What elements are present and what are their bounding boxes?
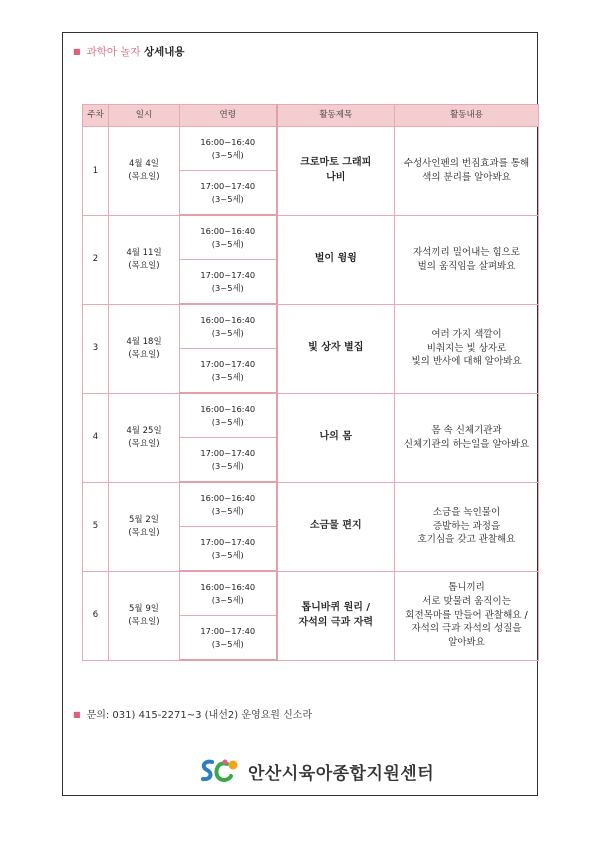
date-text: 4월 4일 <box>129 159 159 170</box>
session-age: (3~5세) <box>211 638 244 649</box>
activity-title-cell <box>277 393 395 482</box>
day-text: (목요일) <box>128 527 160 538</box>
activity-content-line: 색의 분리를 알아봐요 <box>422 171 511 183</box>
activity-title-cell <box>277 304 395 393</box>
week-number: 6 <box>92 610 99 621</box>
session-2-cell <box>180 349 277 394</box>
activity-title-line: 크로마토 그래피 <box>300 157 372 169</box>
session-time: 16:00~16:40 <box>200 404 256 415</box>
activity-content-line: 빛의 반사에 대해 알아봐요 <box>411 356 522 368</box>
session-2-cell <box>180 171 277 216</box>
date-cell <box>109 215 180 304</box>
session-time: 16:00~16:40 <box>200 582 256 593</box>
table-row <box>83 571 539 616</box>
activity-content-line: 신체기관의 하는일을 알아봐요 <box>403 438 530 450</box>
session-age: (3~5세) <box>211 238 244 249</box>
session-age: (3~5세) <box>211 193 244 204</box>
session-2-cell <box>180 616 277 661</box>
header-activity-title: 활동제목 <box>277 105 395 127</box>
activity-title-cell <box>277 571 395 660</box>
session-time: 17:00~17:40 <box>200 181 256 192</box>
activity-title-line: 벌이 윙윙 <box>314 253 357 265</box>
activity-content-line: 몸 속 신체기관과 <box>431 424 502 436</box>
session-age: (3~5세) <box>211 416 244 427</box>
section-title: 상세내용 <box>143 46 185 58</box>
table-row <box>83 127 539 171</box>
activity-content-line: 알아봐요 <box>448 637 485 649</box>
week-cell <box>83 482 109 571</box>
contact-text: 문의: 031) 415-2271~3 (내선2) 운영요원 신소라 <box>86 710 313 721</box>
session-1-cell <box>180 304 277 349</box>
week-cell <box>83 127 109 216</box>
header-date: 일시 <box>109 105 180 127</box>
week-number: 5 <box>92 521 99 532</box>
session-age: (3~5세) <box>211 149 244 160</box>
session-age: (3~5세) <box>211 371 244 382</box>
session-1-cell <box>180 127 277 171</box>
activity-content-line: 호기심을 갖고 관찰해요 <box>417 534 516 546</box>
contact-info <box>73 706 312 721</box>
table-row <box>83 215 539 260</box>
week-number: 1 <box>92 165 99 176</box>
session-time: 16:00~16:40 <box>200 137 256 148</box>
week-cell <box>83 304 109 393</box>
table-row <box>83 393 539 438</box>
activity-title-cell <box>277 482 395 571</box>
activity-title-line: 나의 몸 <box>319 431 352 443</box>
header-activity-content: 활동내용 <box>395 105 539 127</box>
activity-title-cell <box>277 215 395 304</box>
activity-content-line: 회전목마를 만들어 관찰해요 / <box>405 609 528 621</box>
week-number: 3 <box>92 343 99 354</box>
session-time: 16:00~16:40 <box>200 315 256 326</box>
activity-content-line: 증발하는 과정을 <box>432 520 501 532</box>
header-week: 주차 <box>83 105 109 127</box>
session-1-cell <box>180 215 277 260</box>
table-row <box>83 482 539 527</box>
activity-title-cell <box>277 127 395 216</box>
session-1-cell <box>180 393 277 438</box>
date-cell <box>109 482 180 571</box>
date-text: 5월 9일 <box>129 604 159 615</box>
activity-content-cell <box>395 127 539 216</box>
table-header-row <box>83 105 539 127</box>
week-cell <box>83 215 109 304</box>
activity-content-line: 여러 가지 색깔이 <box>431 328 502 340</box>
session-time: 16:00~16:40 <box>200 493 256 504</box>
session-2-cell <box>180 260 277 305</box>
session-time: 16:00~16:40 <box>200 226 256 237</box>
session-time: 17:00~17:40 <box>200 626 256 637</box>
date-cell <box>109 571 180 660</box>
session-time: 17:00~17:40 <box>200 270 256 281</box>
activity-content-line: 수성사인펜의 번짐효과를 통해 <box>403 157 530 169</box>
program-category: 과학아 놀자 <box>86 46 141 58</box>
activity-content-line: 자석의 극과 자석의 성질을 <box>411 623 522 635</box>
heading-bullet-icon: ■ <box>73 47 81 56</box>
activity-title-line: 자석의 극과 자력 <box>298 616 374 628</box>
activity-content-line: 비춰지는 빛 상자로 <box>426 342 507 354</box>
date-text: 4월 25일 <box>126 426 162 437</box>
day-text: (목요일) <box>128 438 160 449</box>
date-cell <box>109 127 180 216</box>
date-cell <box>109 393 180 482</box>
session-time: 17:00~17:40 <box>200 448 256 459</box>
center-logo-icon <box>198 756 242 786</box>
date-cell <box>109 304 180 393</box>
activity-title-line: 나비 <box>326 171 346 183</box>
activity-content-line: 서로 맞물려 움직이는 <box>422 595 511 607</box>
activity-content-cell <box>395 304 539 393</box>
header-age: 연령 <box>180 105 277 127</box>
date-text: 5월 2일 <box>129 515 159 526</box>
schedule-table <box>82 104 539 661</box>
activity-content-cell <box>395 215 539 304</box>
day-text: (목요일) <box>128 616 160 627</box>
activity-title-line: 소금물 편지 <box>309 520 362 532</box>
session-age: (3~5세) <box>211 282 244 293</box>
activity-title-line: 톱니바퀴 원리 / <box>301 602 371 613</box>
table-row <box>83 304 539 349</box>
day-text: (목요일) <box>128 349 160 360</box>
date-text: 4월 11일 <box>126 248 162 259</box>
week-cell <box>83 393 109 482</box>
week-cell <box>83 571 109 660</box>
day-text: (목요일) <box>128 260 160 271</box>
week-number: 4 <box>92 432 99 443</box>
session-age: (3~5세) <box>211 594 244 605</box>
activity-content-line: 자석끼리 밀어내는 힘으로 <box>413 246 520 258</box>
session-2-cell <box>180 438 277 483</box>
center-name: 안산시육아종합지원센터 <box>248 763 435 784</box>
session-time: 17:00~17:40 <box>200 359 256 370</box>
activity-content-line: 벌의 움직임을 살펴봐요 <box>417 260 516 272</box>
contact-bullet-icon: ■ <box>73 710 81 719</box>
session-age: (3~5세) <box>211 327 244 338</box>
session-time: 17:00~17:40 <box>200 537 256 548</box>
date-text: 4월 18일 <box>126 337 162 348</box>
activity-content-cell <box>395 571 539 660</box>
session-2-cell <box>180 527 277 572</box>
session-1-cell <box>180 482 277 527</box>
session-age: (3~5세) <box>211 505 244 516</box>
day-text: (목요일) <box>128 171 160 182</box>
footer-logo <box>198 756 434 786</box>
session-age: (3~5세) <box>211 460 244 471</box>
activity-content-cell <box>395 393 539 482</box>
activity-content-line: 소금을 녹인물이 <box>432 506 501 518</box>
week-number: 2 <box>92 254 99 265</box>
activity-content-line: 톱니끼리 <box>448 582 485 594</box>
session-age: (3~5세) <box>211 549 244 560</box>
activity-content-cell <box>395 482 539 571</box>
session-1-cell <box>180 571 277 616</box>
section-heading <box>73 44 185 59</box>
activity-title-line: 빛 상자 별집 <box>308 342 364 354</box>
